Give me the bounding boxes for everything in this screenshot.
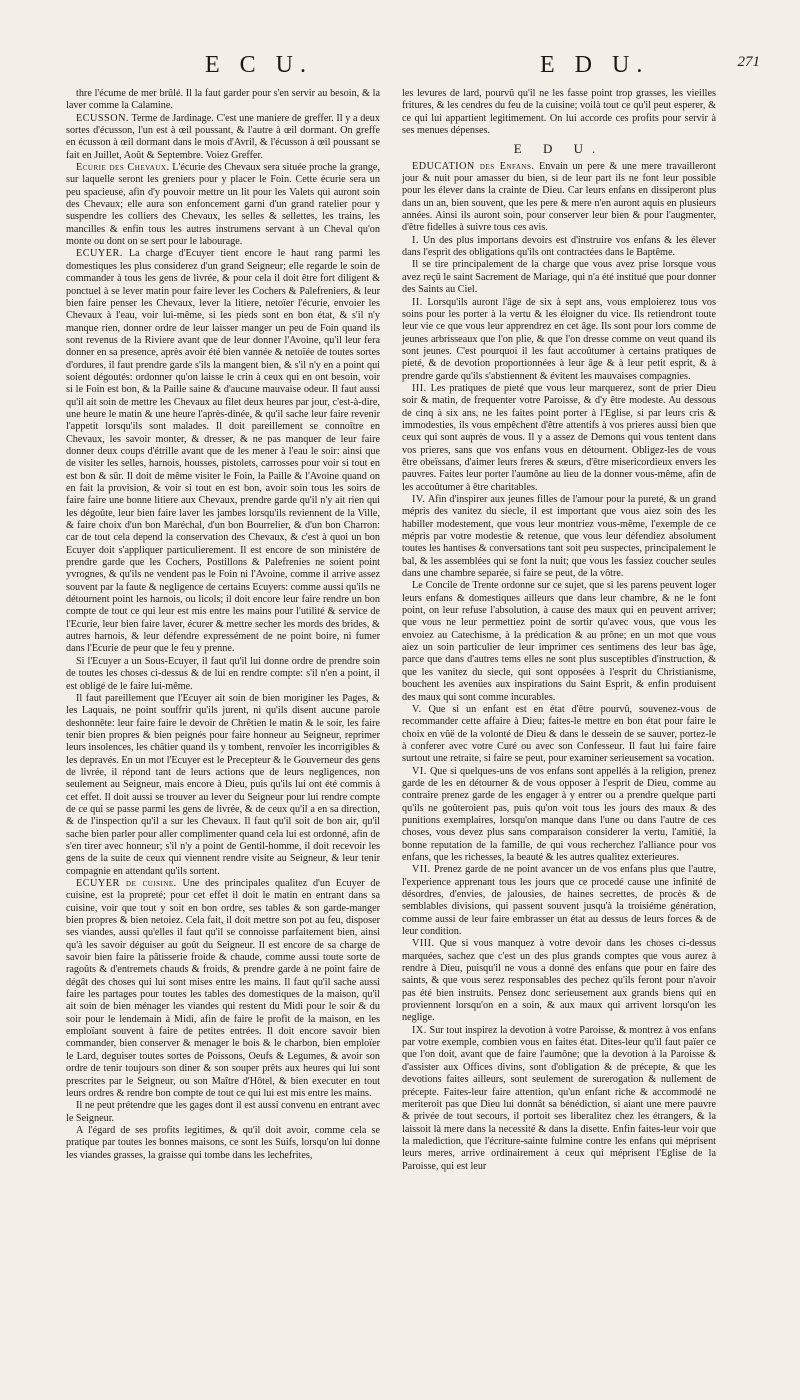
paragraph: [402, 494, 716, 580]
entry-text: thre l'écume de mer brûlé. Il la faut garder pour s'en servir au besoin, & la laver comme la Calamine.: [66, 88, 380, 112]
paragraph: [402, 1025, 716, 1173]
paragraph: [66, 1125, 380, 1162]
entry-headword: ECUSSON.: [76, 112, 129, 124]
right-column-body: [402, 161, 716, 1173]
entry-text: Afin d'inspirer aux jeunes filles de l'amour pour la pureté, & un grand mépris des vanitez du siecle, il est important que vous aiez soin des les habiller modestement, que vous leur montriez vous-même, l'exemple de ce mépris par votre modestie & retenue, que vous leur défendiez absolument toutes les hantises & conversations tant soit peu suspectes, principalement le bal, & les assemblées qui se font la nuit; que vous les fassiez coucher seules dans une chambre separée, si faire se peut, de la vôtre.: [402, 494, 716, 580]
entry-text: Que si un enfant est en état d'être pourvû, souvenez-vous de recommander cette affaire à Dieu; faites-le mettre en bon état pour faire le choix en vûë de la volonté de Dieu & dans le dessein de se sauver, portez-le à conferer avec votre Curé ou avec son Confesseur. Il faut lui faire faire surtout une retraite, si faire se peut, pour examiner serieusement sa vocation.: [402, 703, 716, 765]
entry-text: Prenez garde de ne point avancer un de vos enfans plus que l'autre, l'experience apprenant tous les jours que ce procedé cause une infinité de désordres, d'envies, de jalousies, de haines secrettes, de procès & de semblables divisions, qui passent souvent jusqu'à la troisiéme génération, comme aussi de leur faire embrasser un état au dessus de leurs forces & de leur condition.: [402, 864, 717, 938]
running-head-left: E C U.: [205, 52, 313, 78]
entry-headword: EDUCATION des Enfans.: [412, 160, 535, 172]
left-column: [66, 88, 380, 1162]
paragraph: [402, 161, 716, 235]
continued-paragraph: les levures de lard, pourvû qu'il ne les fasse point trop grasses, les vieilles fritures, & les cendres du feu de la cuisine; voilà tout ce qu'il peut esperer, & ce qui lui appartient legitimement. On lui accorde ces profits pour servir à ses menues dépenses.: [402, 88, 716, 137]
entry-text: La charge d'Ecuyer tient encore le haut rang parmi les domestiques les plus considerez d'un grand Seigneur; elle regarde le soin de commander à tous les gens de livrée, & pour cela il doit être fort diligent & ponctuel à se lever matin pour faire lever les Cochers & Palefreniers, & leur bien faire penser les Chevaux, lever la litiere, netoïer l'écurie, envoier les Chevaux à l'eau, voir lui-même, si les pieds sont en bon état, & s'il n'y manque rien, donner ordre de leur laisser manger un peu de Foin quand ils sont revenus de la Riviere avant que de leur donner l'Avoine, qu'il leur fera donner en sa presence, après avoir été bien vannée & netoïée de toutes sortes d'ordures, il faut prendre garde s'ils la mangent bien, & s'il n'y en a point qui soient dégoutés: ordonner qu'on laisse le crin à ceux qui en ont besoin, voir si le Foin est bon, & la Paille saine & d'aucune mauvaise odeur. Il faut aussi qu'il ait soin de mettre les Chevaux au filet deux heures par jour, c'est-à-dire, une heure le matin & une heure l'après-dinée, & qu'il sache leur faire revenir l'appetit lorsqu'ils sont malades. Il doit pareillement se connoître en Chevaux, les savoir monter, & dresser, & ne pas manquer de leur faire donner deux coups d'étrille avant que de les mener à l'eau le soir: ainsi que de visiter les selles, harnois, housses, pistolets, carrosses pour voir si tout en est bon & sûr. Il doit de même visiter le Foin, la Paille & l'Avoine quand on en fait la provision, & voir si tout en est bon, avoir soin tous les soirs de faire faire une bonne litiere aux Chevaux, prendre garde qu'il n'y ait rien qui les dégoûte, leur bien faire laver les jambes lorsqu'ils reviennent de la Ville, & faire choix d'un bon Maréchal, d'un bon Bourrelier, & d'un bon Charron: car de tout cela depend la conservation des Chevaux, & c'est à quoi un bon Ecuyer doit s'appliquer particulierement. Il est encore de son ministére de prendre garde que les Cochers, Postillons & Palefrenies ne soient point yvrognes, & qu'ils ne vendent pas le Foin ni l'Avoine, comme il arrive assez souvent par la faute & negligence de certains Ecuyers: comme aussi qu'ils ne détournent point les harnois, ou licols; il doit encore leur faire rendre un bon compte de tout ce qui leur est mis entre les mains pour l'utilité & service de l'Ecurie, leur bien faire laver, écurer & mettre secher les mords des brides, & autres harnois, & leur défendre expressément de ne point boire, ni fumer dans l'Ecurie de peur que le feu y prenne.: [66, 248, 381, 655]
entry-text: Terme de Jardinage. C'est une maniere de greffer. Il y a deux sortes d'écusson, l'un est à œil poussant, & l'autre à œil dormant. On greffe en écusson à œil dormant dans le mois d'Avril, & l'écusson à œil poussant se fait en Juillet, Août & Septembre. Voiez Greffer.: [66, 112, 380, 161]
paragraph: [66, 656, 380, 693]
entry-headword: ECUYER de cuisine.: [76, 878, 177, 889]
paragraph: [66, 693, 380, 878]
entry-text: Un des plus importans devoirs est d'instruire vos enfans & les élever dans l'esprit des obligations qu'ils ont contractées dans le Baptême.: [402, 234, 717, 259]
entry-text: Si l'Ecuyer a un Sous-Ecuyer, il faut qu'il lui donne ordre de prendre soin de toutes les choses ci-dessus & de lui en rendre compte: s'il n'en a point, il est obligé de le faire lui-même.: [66, 655, 380, 692]
paragraph: [402, 704, 716, 766]
entry-text: Le Concile de Trente ordonne sur ce sujet, que si les parens peuvent loger leurs enfans & domestiques ailleurs que dans leur chambre, & ne le font point, on leur refuse l'absolution, à cause des maux qui en peuvent arriver; que vous ne leur permettiez point de sortir qu'avec vous, que vous les envoiez au Catechisme, à la prédication & au prône; en un mot que vous aiez un soin particulier de leur imprimer ces sentimens des leur bas âge, parce que dans d'autres tems elles ne sont plus susceptibles d'instruction, & que les vanitez du siecle, qui sont opposées à l'esprit du Christianisme, bouchent les avenües aux inspirations du Saint Esprit, & enfin produisent des maux qui sont comme incurables.: [402, 580, 716, 703]
paragraph: [66, 162, 380, 248]
column-gutter: [389, 88, 390, 1388]
paragraph: [66, 1100, 380, 1125]
entry-headword: III.: [412, 382, 427, 394]
paragraph: [402, 766, 716, 865]
entry-headword: I.: [412, 234, 419, 246]
entry-text: Les pratiques de pieté que vous leur marquerez, sont de prier Dieu soir & matin, de frequenter votre Paroisse, & d'y être modeste. Au dessous de cinq à six ans, ne les faites point porter à l'Eglise, si par leurs cris & immodesties, ils vous empêchent d'être attentifs à vos prieres aussi bien que ceux qui sont auprès de vous. Il y a assez de Demons qui vous tentent dans vos prieres, sans que vos enfans vous en détournent. Obligez-les de vous être obeïssans, d'aimer leurs freres & sœurs, d'être misericordieux envers les pauvres. Faites leur porter l'aumône au lieu de la donner vous-même, afin de les accoûtumer à être charitables.: [402, 382, 717, 493]
paragraph: [402, 580, 716, 703]
paragraph: [66, 88, 380, 113]
entry-text: Que si quelques-uns de vos enfans sont appellés à la religion, prenez garde de les en détourner & de vous opposer à l'esprit de Dieu, comme au contraire prenez garde de les engager à y entrer ou a prendre quelque parti qu'ils ne goûteroient pas, puis qu'on voit tous les jours des maux & des punitions exemplaires, lorsqu'on manque dans l'une ou dans l'autre de ces choses, vous devez plus sans comparaison considerer la vertu, l'amitié, la bonne reputation de la famille, de qui vous recherchez l'alliance pour vos enfans, que les richesses, la beauté & les autres qualitez exterieures.: [402, 765, 717, 863]
entry-text: Il ne peut prétendre que les gages dont il est aussi convenu en entrant avec le Seigneur.: [66, 1100, 380, 1124]
entry-headword: VII.: [412, 864, 431, 876]
entry-headword: IX.: [412, 1024, 427, 1036]
entry-text: Il se tire principalement de la charge que vous avez prise lorsque vous avez reçû le saint Sacrement de Mariage, qui n'a été institué que pour donner des Saints au Ciel.: [402, 259, 716, 296]
running-head-right: E D U.: [540, 52, 650, 78]
entry-text: Lorsqu'ils auront l'âge de six à sept ans, vous emploierez tous vos soins pour les porter à la vertu & les éloigner du vice. Ils retiendront toute leur vie ce que vous leur apprendrez en cet âge. Ils sont pour lors comme de jeunes arbrisseaux que l'on plie, & que l'on dresse comme on veut quand ils sont jeunes. C'est pourquoi il les faut accoûtumer à certains pratiques de pieté, & de devotion proportionnées à leur âge & à leur petit esprit, & à prendre garde qu'ils s'abstiennent & évitent les mauvaises compagnies.: [402, 296, 716, 382]
entry-text: Sur tout inspirez la devotion à votre Paroisse, & montrez à vos enfans par votre exemple, combien vous en faites état. Dites-leur qu'il faut païer ce que l'on doit, avant que de faire l'aumône; que la devotion à la Paroisse & d'assister aux Offices divins, sont d'obligation & de précepte, & que les devotions faites ailleurs, sont seulement de surerogation & nullement de précepte. Faites-leur faire attention, qu'un enfant riche & accommodé ne meriteroit pas que Dieu lui donnât sa bénédiction, si aiant une mere pauvre & privée de tout secours, il portoit ses liberalitez chez les étrangers, & la laissoit là mere dans la necessité & dans la disette. Enfin faites-leur voir que la malediction, que l'écriture-sainte fulmine contre les enfans qui méprisent leurs meres, arrive ordinairement à ceux qui méprisent l'Eglise de la Paroisse, qui est leur: [402, 1024, 717, 1172]
paragraph: [66, 248, 380, 655]
entry-text: Il faut pareillement que l'Ecuyer ait soin de bien moriginer les Pages, & les Laquais, ne point souffrir qu'ils jurent, ni qu'ils disent aucune parole deshonnête: leur faire faire le devoir de Chrêtien le matin & le soir, les faire tenir bien propres & bien peignés pour faire honneur au Seigneur, reprimer leurs insolences, les châtier quand ils y tombent, renvoïer les incorrigibles & les depravés. En un mot l'Ecuyer est le Precepteur & le Gouverneur des gens de livrée, il répond tant de leurs actions que de leurs negligences, non seulement au Seigneur, mais encore à Dieu, puis qu'ils lui ont été commis à cet effet. Il doit aussi se trouver au lever du Seigneur pour lui rendre compte de ce qui se passe parmi les gens de livrée, & de ceux qu'il a en sa direction, & de l'inspection qu'il a sur les Chevaux. Il faut qu'il soit de bon air, qu'il sache bien parler pour aller complimenter quand cela lui est ordonné, afin de s'en tirer avec honneur; s'il n'y a point de Gentil-homme, il doit recevoir les gens de la suite de ceux qui viennent rendre visite au Seigneur, & leur tenir compagnie en attendant qu'ils sortent.: [66, 692, 380, 877]
paragraph: [66, 113, 380, 162]
entry-headword: IV.: [412, 494, 426, 505]
running-head: [60, 52, 760, 82]
paragraph: [402, 938, 716, 1024]
page-number: 271: [737, 54, 760, 70]
paragraph: [402, 864, 716, 938]
paragraph: [402, 383, 716, 494]
paragraph: [66, 878, 380, 1100]
entry-headword: V.: [412, 703, 422, 715]
entry-headword: ECUYER.: [76, 248, 123, 260]
entry-headword: VIII.: [412, 938, 435, 950]
entry-headword: VI.: [412, 765, 427, 777]
entry-text: Envain un pere & une mere travailleront jour & nuit pour amasser du bien, si de leur part ils ne font leur possible pour les élever dans la crainte de Dieu. Car leurs enfans en dissiperont plus dans un an, bien souvent, que les pere & mere n'en auront aquis en plusieurs années. Ainsi ils auront soin, pour conserver leur bien & pour l'augmenter, d'être fidelles à suivre tous ces avis.: [402, 160, 716, 234]
entry-text: Une des principales qualitez d'un Ecuyer de cuisine, est la propreté; pour cet effet il doit le matin en entrant dans sa cuisine, voir que tout y soit en bon ordre, ses tables & son garde-manger bien propres & bien netoiez. Cela fait, il doit mettre son pot au feu, disposer ses viandes, aussi qu'elles il faut qu'il se connoisse parfaitement bien, ainsi qu'à les savoir déguiser au goût du Seigneur. Il est encore de sa charge de savoir bien faire la pâtisserie froide & chaude, comme aussi toute sorte de ragoûts & d'entremets chauds & froids, & prendre garde à ne point faire de dégât des choses qui lui sont mises entre les mains. Il faut qu'il sache aussi faire les partages pour toutes les tables des domestiques de la maison, qu'il ait soin de bien ménager les viandes qui restent du Midi pour le soir & du soir pour le lendemain à Midi, afin de faire le profit de la maison, en les emploïant souvent à faire de petites entrées. Il doit encore savoir bien commander, bien conserver & menager le bois & le charbon, bien emploïer le Lard, deguiser toutes sortes de Poissons, Oeufs & Legumes, & avoir son ordre de tenir toujours son diner & son souper prêts aux heures qui lui sont prescrites par le Seigneur, ou son Maître d'Hôtel, & bien executer en tout leurs ordres & rendre bon compte de tout ce qui lui est mis entre les mains.: [66, 878, 381, 1099]
entry-text: L'écurie des Chevaux sera située proche la grange, sur laquelle seront les greniers pour y placer le Foin. Cette écurie sera un peu spacieuse, afin d'y pouvoir mettre un lit pour les Valets qui auront soin des Chevaux; elle aura son enfoncement garni d'un grand ratelier pour y suspendre les colliers des Chevaux, les selles & sellettes, les trains, les mancilles & enfin tous les autres instrumens servant à un Cheval qu'on monte ou dont on se sert pour le labourage.: [66, 162, 380, 248]
entry-text: Que si vous manquez à votre devoir dans les choses ci-dessus marquées, sachez que c'est un des plus grands comptes que vous aurez à rendre à Dieu, puisqu'il ne vous a donné des enfans que pour en faire des saints, & que vous serez responsables des pechez qu'ils feront pour n'avoir pas été bien instruits. Pensez donc serieusement aux grands biens qui en proviennent lorsqu'on en a soin, & aux maux qui arrivent lorsqu'on les neglige.: [402, 938, 717, 1024]
entry-headword: Ecurie des Chevaux.: [76, 162, 170, 174]
entry-headword: II.: [412, 296, 423, 308]
paragraph: [402, 297, 716, 383]
entry-text: A l'égard de ses profits legitimes, & qu'il doit avoir, comme cela se pratique par toutes les bonnes maisons, ce sont les Suifs, lorsqu'on lui donne les viandes grasses, la graisse qui tombe dans les lechefrites,: [66, 1124, 380, 1161]
right-column: [402, 88, 716, 1173]
paragraph: [402, 259, 716, 296]
section-heading: E D U.: [513, 141, 605, 157]
paragraph: [402, 235, 716, 260]
